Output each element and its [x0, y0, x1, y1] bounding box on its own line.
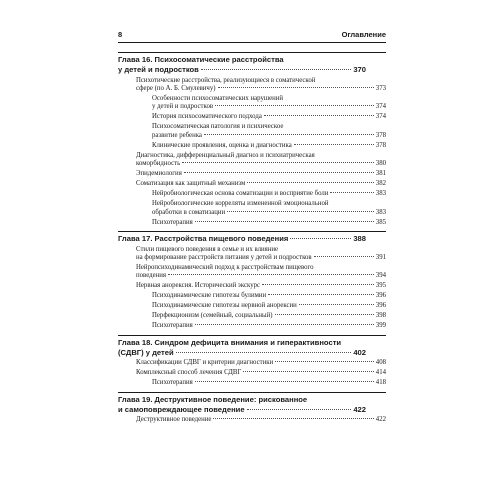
toc-chapter[interactable]	[118, 234, 386, 244]
toc-title-line: Психотерапия	[152, 322, 193, 330]
toc-title-line: на формирование расстройств питания у детей и подростков	[136, 254, 312, 262]
chapter-rule	[118, 52, 386, 53]
toc-entry[interactable]	[118, 369, 386, 377]
toc-entry[interactable]	[118, 264, 386, 281]
toc-entry[interactable]	[118, 322, 386, 330]
toc-title-line: развитие ребенка	[152, 131, 202, 139]
toc-page-number: 378	[375, 141, 386, 149]
dot-leader	[247, 182, 373, 183]
toc-page-number: 380	[375, 160, 386, 168]
dot-leader	[204, 134, 374, 135]
toc-title-line: Соматизация как защитный механизм	[136, 180, 246, 188]
toc-title-line: Психотические расстройства, реализующиеся в соматической	[136, 76, 316, 84]
dot-leader	[218, 87, 374, 88]
dot-leader	[314, 256, 374, 257]
toc-entry[interactable]	[118, 77, 386, 94]
dot-leader	[330, 192, 373, 193]
toc-entry[interactable]	[118, 190, 386, 198]
toc-page-number: 422	[375, 416, 386, 424]
toc-title-line: Глава 18. Синдром дефицита внимания и гиперактивности	[118, 337, 342, 347]
toc-title-line: Глава 19. Деструктивное поведение: рискованное	[118, 394, 308, 404]
toc-title-line: Диагностика, дифференциальный диагноз и психиатрическая	[136, 151, 315, 159]
dot-leader	[195, 324, 374, 325]
toc-page-number: 398	[375, 312, 386, 320]
chapter-rule	[118, 231, 386, 232]
toc-title-line: Психодинамические гипотезы булимии	[152, 292, 267, 300]
toc-title-line: Нейробиологическая основа соматизации и восприятие боли	[152, 190, 329, 198]
dot-leader	[262, 284, 374, 285]
toc-entry[interactable]	[118, 292, 386, 300]
dot-leader	[275, 361, 374, 362]
dot-leader	[213, 418, 373, 419]
toc-title-line: Перфекционизм (семейный, социальный)	[152, 312, 273, 320]
toc-entry[interactable]	[118, 113, 386, 121]
toc-page-number: 408	[375, 359, 386, 367]
toc-page-number: 394	[375, 272, 386, 280]
toc-page-number: 399	[375, 322, 386, 330]
dot-leader	[201, 69, 351, 70]
toc-page-number: 385	[375, 218, 386, 226]
dot-leader	[227, 211, 374, 212]
dot-leader	[195, 221, 374, 222]
toc-entry[interactable]	[118, 142, 386, 150]
toc-page-number: 391	[375, 254, 386, 262]
toc-title-line: Психодинамические гипотезы нервной анорексии	[152, 302, 297, 310]
toc-page-number: 370	[353, 65, 366, 74]
page-number: 8	[118, 30, 123, 39]
toc-title-line: Психотерапия	[152, 379, 193, 387]
chapter-rule	[118, 392, 386, 393]
toc-page-number: 395	[375, 282, 386, 290]
running-title: Оглавление	[341, 30, 386, 39]
dot-leader	[268, 294, 374, 295]
toc-entry[interactable]	[118, 152, 386, 169]
toc-page-number: 396	[375, 302, 386, 310]
toc-entry[interactable]	[118, 379, 386, 387]
toc-title-line: обработки в соматизации	[152, 208, 226, 216]
toc-title-line: сфере (по А. Б. Смулевичу)	[136, 85, 216, 92]
toc-entry[interactable]	[118, 219, 386, 227]
toc-page-number: 373	[375, 85, 386, 92]
toc-title-line: Комплексный способ лечения СДВГ	[136, 369, 242, 377]
table-of-contents	[118, 48, 386, 425]
toc-page-number: 378	[375, 131, 386, 139]
chapter-rule	[118, 335, 386, 336]
dot-leader	[182, 162, 374, 163]
toc-title-line: и самоповреждающее поведение	[118, 404, 245, 414]
toc-page-number: 402	[353, 347, 366, 357]
toc-page-number: 381	[375, 170, 386, 178]
toc-entry[interactable]	[118, 282, 386, 290]
toc-chapter[interactable]	[118, 55, 386, 75]
toc-title-line: Нервная анорексия. Исторический экскурс	[136, 282, 261, 290]
toc-title-line: Нейропсиходинамический подход к расстройствам пищевого	[136, 264, 314, 272]
toc-title-line: Деструктивное поведение	[136, 416, 212, 424]
dot-leader	[184, 172, 374, 173]
toc-title-line: поведения	[136, 272, 167, 280]
toc-entry[interactable]	[118, 123, 386, 140]
toc-page-number: 382	[375, 180, 386, 188]
toc-entry[interactable]	[118, 416, 386, 424]
toc-title-line: Классификации СДВГ и критерии диагностики	[136, 359, 274, 367]
toc-entry[interactable]	[118, 200, 386, 217]
dot-leader	[168, 274, 374, 275]
toc-entry[interactable]	[118, 170, 386, 178]
header-rule	[118, 42, 386, 43]
toc-title-line: Эпидемиология	[136, 170, 182, 178]
toc-entry[interactable]	[118, 359, 386, 367]
toc-title-line: Психотерапия	[152, 218, 193, 226]
toc-page-number: 374	[375, 113, 386, 121]
toc-page-number: 374	[375, 103, 386, 111]
toc-title-line: Глава 17. Расстройства пищевого поведения	[118, 234, 289, 244]
toc-page-number: 418	[375, 379, 386, 387]
dot-leader	[243, 371, 373, 372]
dot-leader	[195, 381, 374, 382]
toc-chapter[interactable]	[118, 395, 386, 415]
toc-title-line: Клинические проявления, оценка и диагностика	[152, 141, 292, 149]
toc-title-line: Особенности психосоматических нарушений	[152, 95, 284, 102]
dot-leader	[176, 352, 352, 353]
toc-entry[interactable]	[118, 312, 386, 320]
toc-title-line: (СДВГ) у детей	[118, 347, 174, 357]
toc-title-line: История психосоматического подхода	[152, 113, 262, 121]
dot-leader	[299, 304, 374, 305]
toc-page-number: 414	[375, 369, 386, 377]
dot-leader	[264, 115, 374, 116]
toc-page-number: 383	[375, 208, 386, 216]
dot-leader	[247, 409, 352, 410]
dot-leader	[275, 314, 374, 315]
toc-title-line: Нейробиологические корреляты измененной эмоциональной	[152, 200, 329, 208]
toc-page-number: 388	[353, 234, 366, 244]
running-header	[118, 30, 386, 39]
toc-title-line: Глава 16. Психосоматические расстройства	[118, 55, 284, 64]
toc-title-line: коморбидность	[136, 160, 181, 168]
toc-title-line: Психосоматическая патология и психическое	[152, 123, 284, 131]
toc-title-line: у детей и подростков	[118, 65, 199, 74]
toc-entry[interactable]	[118, 246, 386, 263]
dot-leader	[215, 105, 374, 106]
toc-entry[interactable]	[118, 180, 386, 188]
toc-title-line: у детей и подростков	[152, 103, 214, 111]
toc-page-number: 396	[375, 292, 386, 300]
dot-leader	[290, 238, 351, 239]
toc-title-line: Стили пищевого поведения в семье и их влияние	[136, 245, 279, 253]
dot-leader	[294, 144, 374, 145]
toc-chapter[interactable]	[118, 338, 386, 358]
toc-page-number: 383	[375, 190, 386, 198]
toc-entry[interactable]	[118, 302, 386, 310]
toc-entry[interactable]	[118, 95, 386, 112]
toc-page-number: 422	[353, 404, 366, 414]
